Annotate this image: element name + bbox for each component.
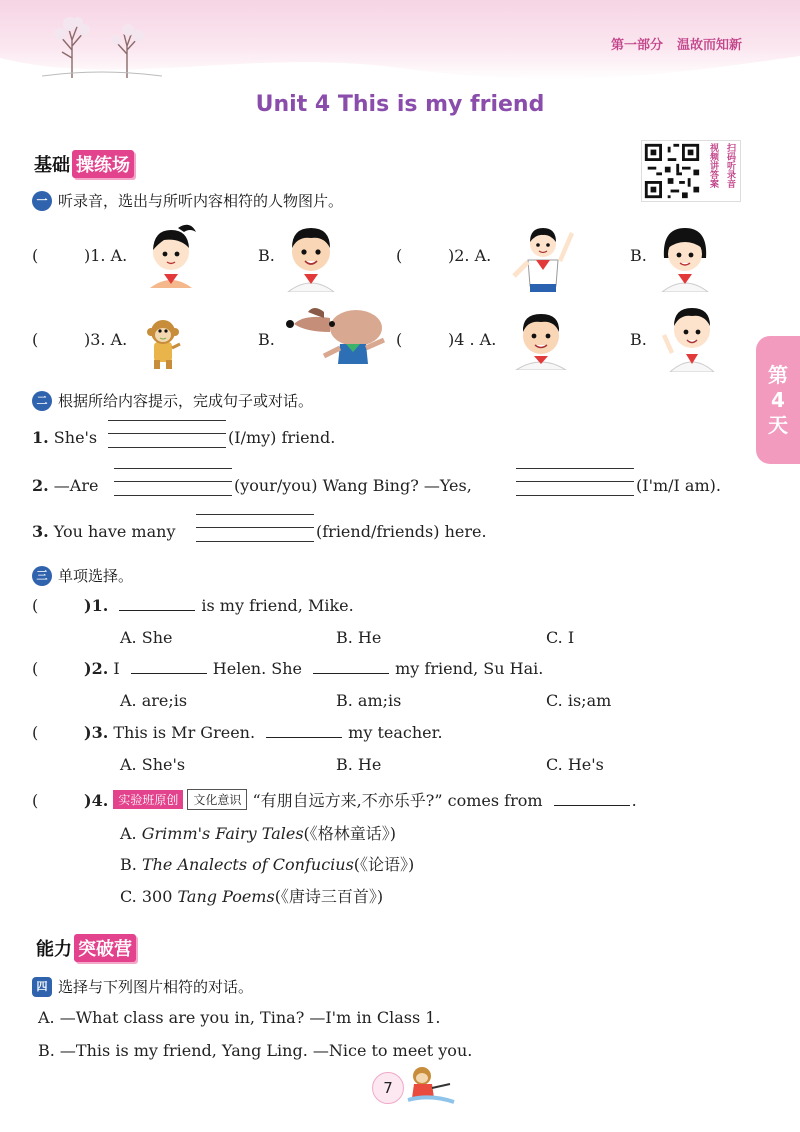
- q3-item-number: )2.: [84, 659, 109, 678]
- answer-blank[interactable]: [516, 466, 634, 498]
- question-1-instruction: 听录音，选出与所听内容相符的人物图片。: [58, 192, 344, 210]
- qr-caption: [702, 141, 740, 201]
- option-a[interactable]: A. She's: [120, 755, 186, 774]
- dialogue-a: A. —What class are you in, Tina? —I'm in Class 1.: [38, 1008, 441, 1027]
- option-c[interactable]: [120, 884, 383, 907]
- header-subtitle: 温故而知新: [676, 38, 742, 53]
- girl-short-hair-picture[interactable]: [654, 218, 716, 292]
- option-c[interactable]: C. He's: [546, 755, 604, 774]
- answer-blank[interactable]: [131, 673, 207, 674]
- q1-item2-b-label: B.: [630, 246, 647, 265]
- q1-row2-left: ( )3. A.: [32, 330, 128, 349]
- qr-caption-col-1: 扫码听录音: [725, 143, 735, 188]
- q2-item-prefix: —Are: [53, 476, 99, 495]
- q2-item-3-hint: (friend/friends) here.: [316, 522, 487, 541]
- q1-item4-label: )4 . A.: [448, 330, 497, 349]
- q2-item-2: [32, 476, 98, 495]
- q2-item-number: 3.: [32, 522, 49, 541]
- dog-puppet-picture[interactable]: [284, 304, 394, 366]
- q2-item-3: [32, 522, 175, 541]
- option-letter: A.: [120, 824, 137, 843]
- option-title: Grimm's Fairy Tales: [141, 824, 304, 843]
- q3-item-text: This is Mr Green.: [113, 723, 256, 742]
- q2-item-2-hint-2: (I'm/I am).: [636, 476, 721, 495]
- qr-code-box[interactable]: [641, 140, 741, 202]
- answer-blank[interactable]: [554, 805, 630, 806]
- culture-tag: 文化意识: [187, 789, 247, 810]
- answer-blank[interactable]: [313, 673, 389, 674]
- side-tab-char-3: 天: [768, 412, 788, 437]
- question-4-heading: [32, 976, 253, 997]
- q2-item-1-hint: (I/my) friend.: [228, 428, 336, 447]
- question-4-instruction: 选择与下列图片相符的对话。: [58, 978, 254, 996]
- page-number: 7: [372, 1072, 404, 1104]
- section-banner-ability: [36, 934, 136, 962]
- q2-item-1: [32, 428, 97, 447]
- q1-item1-b-label: B.: [258, 246, 275, 265]
- section-banner-basic: [34, 150, 134, 178]
- question-number-badge: 二: [32, 391, 52, 411]
- q1-item2-label: )2. A.: [448, 246, 492, 265]
- q3-item-text-2: Helen. She: [212, 659, 303, 678]
- question-3-instruction: 单项选择。: [58, 567, 134, 585]
- question-number-badge: 三: [32, 566, 52, 586]
- q2-item-2-hint: (your/you) Wang Bing? —Yes,: [234, 476, 472, 495]
- boy-smiling-picture[interactable]: [282, 218, 340, 292]
- option-chinese: (《论语》): [353, 855, 415, 874]
- q3-item-text: I: [113, 659, 120, 678]
- dialogue-b: B. —This is my friend, Yang Ling. —Nice to meet you.: [38, 1041, 473, 1060]
- option-chinese: (《唐诗三百首》): [274, 887, 384, 906]
- q1-row1-left: ( )1. A.: [32, 246, 128, 265]
- original-tag: 实验班原创: [113, 790, 183, 809]
- option-b[interactable]: B. He: [336, 628, 382, 647]
- q1-item3-b-label: B.: [258, 330, 275, 349]
- q3-item-2: ( )2. I Helen. She my friend, Su Hai.: [32, 659, 544, 678]
- day-side-tab: [756, 336, 800, 464]
- q3-item-end: .: [631, 791, 637, 810]
- option-a[interactable]: A. are;is: [120, 691, 188, 710]
- answer-blank[interactable]: [114, 466, 232, 498]
- question-number-badge: 一: [32, 191, 52, 211]
- header-section-label: [611, 34, 742, 53]
- option-c[interactable]: C. I: [546, 628, 575, 647]
- banner-label-a: 能力: [36, 939, 72, 960]
- q2-item-prefix: You have many: [53, 522, 176, 541]
- q3-item-text-3: my friend, Su Hai.: [395, 659, 544, 678]
- girl-ponytail-picture[interactable]: [140, 218, 202, 292]
- banner-label-a: 基础: [34, 155, 70, 176]
- q3-item-number: )1.: [84, 596, 109, 615]
- question-2-heading: [32, 390, 313, 411]
- q3-item-4: ( )4. 实验班原创 文化意识 “有朋自远方来,不亦乐乎?” comes from .: [32, 791, 637, 810]
- q2-item-prefix: She's: [53, 428, 98, 447]
- monkey-mascot-illustration: [404, 1062, 456, 1106]
- side-tab-char-1: 第: [768, 362, 788, 387]
- option-title: Tang Poems: [177, 887, 275, 906]
- header-part: 第一部分: [610, 38, 663, 53]
- monkey-picture[interactable]: [142, 314, 184, 370]
- option-chinese: (《格林童话》): [303, 824, 397, 843]
- option-a[interactable]: A. She: [120, 628, 173, 647]
- q1-row2-right: ( )4 . A.: [396, 330, 497, 349]
- page-title: Unit 4 This is my friend: [255, 92, 545, 117]
- winter-trees-illustration: [42, 10, 162, 80]
- q3-item-3: ( )3. This is Mr Green. my teacher.: [32, 723, 443, 742]
- q1-item1-label: )1. A.: [84, 246, 128, 265]
- q3-item-text: “有朋自远方来,不亦乐乎?” comes from: [252, 791, 543, 810]
- boy-waving-hello-picture[interactable]: [656, 300, 720, 372]
- option-b[interactable]: [120, 852, 414, 875]
- option-b[interactable]: B. He: [336, 755, 382, 774]
- banner-label-b: 突破营: [74, 934, 136, 962]
- option-b[interactable]: B. am;is: [336, 691, 402, 710]
- boy-waving-picture[interactable]: [508, 214, 578, 292]
- side-tab-char-2: 4: [771, 387, 785, 412]
- q1-row1-right: ( )2. A.: [396, 246, 492, 265]
- q1-item3-label: )3. A.: [84, 330, 128, 349]
- q3-item-text-2: my teacher.: [348, 723, 443, 742]
- answer-blank[interactable]: [108, 418, 226, 450]
- option-prefix: 300: [141, 887, 178, 906]
- question-1-heading: [32, 190, 343, 211]
- boy-portrait-picture[interactable]: [512, 306, 570, 370]
- q2-item-number: 2.: [32, 476, 49, 495]
- option-a[interactable]: [120, 821, 396, 844]
- option-letter: C.: [120, 887, 137, 906]
- option-letter: B.: [120, 855, 137, 874]
- option-c[interactable]: C. is;am: [546, 691, 612, 710]
- question-number-badge: 四: [32, 977, 52, 997]
- answer-blank[interactable]: [196, 512, 314, 544]
- q3-item-text: is my friend, Mike.: [201, 596, 354, 615]
- qr-code-icon[interactable]: [642, 141, 702, 201]
- banner-label-b: 操练场: [72, 150, 134, 178]
- q3-item-number: )3.: [84, 723, 109, 742]
- answer-blank[interactable]: [266, 737, 342, 738]
- qr-caption-col-2: 视频讲答案: [708, 143, 718, 188]
- option-title: The Analects of Confucius: [141, 855, 354, 874]
- answer-blank[interactable]: [119, 610, 195, 611]
- q1-item4-b-label: B.: [630, 330, 647, 349]
- question-3-heading: [32, 565, 133, 586]
- q3-item-number: )4.: [84, 791, 109, 810]
- q3-item-1: ( )1. is my friend, Mike.: [32, 596, 354, 615]
- q2-item-number: 1.: [32, 428, 49, 447]
- question-2-instruction: 根据所给内容提示，完成句子或对话。: [58, 392, 314, 410]
